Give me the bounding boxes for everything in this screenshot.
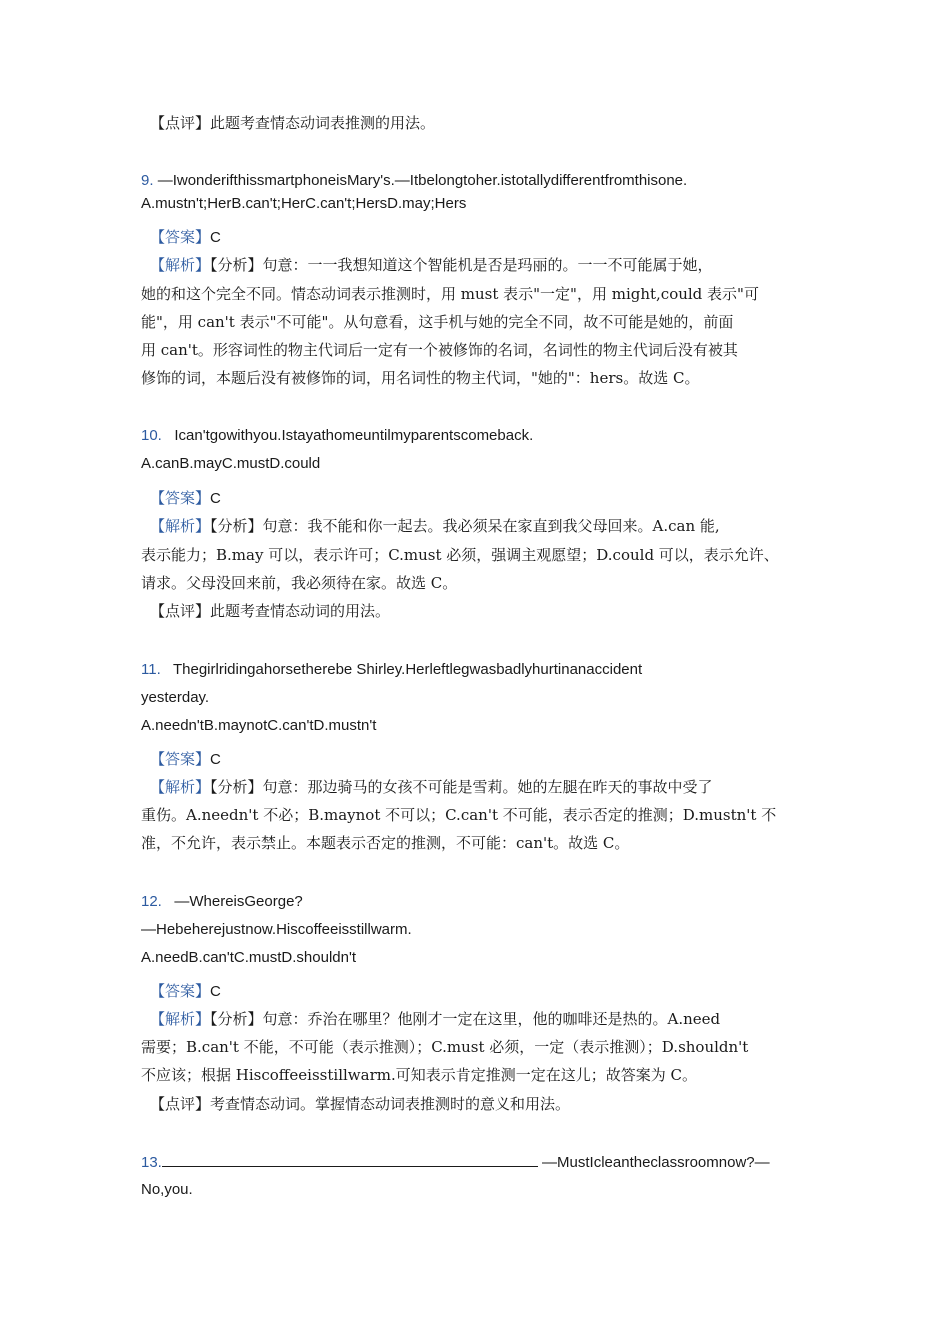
- question-9-analysis-line: 修饰的词，本题后没有被修饰的词，用名词性的物主代词，"她的"：hers。故选 C。: [141, 369, 700, 387]
- question-9-analysis-line: 用 can't。形容词性的物主代词后一定有一个被修饰的名词，名词性的物主代词后没有被其: [141, 341, 738, 359]
- question-11-options: A.needn'tB.maynotC.can'tD.mustn't: [141, 717, 377, 734]
- answer-value: C: [210, 983, 221, 1000]
- question-text: —MustIcleantheclassroomnow?—: [542, 1154, 770, 1171]
- question-9-options: A.mustn't;HerB.can't;HerC.can't;HersD.may;Hers: [141, 195, 467, 212]
- question-9-analysis-line: 她的和这个完全不同。情态动词表示推测时，用 must 表示"一定"，用 might,could 表示"可: [141, 285, 759, 303]
- question-12-analysis-line: 不应该；根据 Hiscoffeeisstillwarm.可知表示肯定推测一定在这儿；故答案为 C。: [141, 1066, 697, 1084]
- analysis-text: 【分析】句意：一一我想知道这个智能机是否是玛丽的。一一不可能属于她，: [210, 256, 713, 274]
- answer-tag: 【答案】: [150, 982, 211, 1000]
- answer-value: C: [210, 751, 221, 768]
- analysis-text: 【分析】句意：我不能和你一起去。我必须呆在家直到我父母回来。A.can 能,: [210, 517, 720, 535]
- question-11-analysis-line: [150, 776, 713, 798]
- answer-tag: 【答案】: [150, 489, 211, 507]
- question-number: 9.: [141, 172, 154, 189]
- question-number: 10.: [141, 427, 162, 444]
- question-11-analysis-line: 准，不允许，表示禁止。本题表示否定的推测，不可能：can't。故选 C。: [141, 834, 630, 852]
- analysis-text: 【分析】句意：乔治在哪里？他刚才一定在这里，他的咖啡还是热的。A.need: [210, 1010, 721, 1028]
- question-11-answer: [150, 748, 221, 771]
- question-12-answer: [150, 980, 221, 1003]
- question-number: 11.: [141, 661, 161, 678]
- question-text: —IwonderifthissmartphoneisMary's.—Itbelongtoher.istotallydifferentfromthisone.: [157, 172, 688, 189]
- question-12-review: 【点评】考查情态动词。掌握情态动词表推测时的意义和用法。: [150, 1095, 571, 1113]
- question-11-stem-cont: yesterday.: [141, 689, 210, 706]
- answer-tag: 【答案】: [150, 750, 211, 768]
- analysis-tag: 【解析】: [150, 1010, 211, 1028]
- question-9-analysis-line: [150, 254, 713, 276]
- question-text: Ican'tgowithyou.Istayathomeuntilmyparentscomeback.: [174, 427, 534, 444]
- question-11-stem: [141, 659, 642, 681]
- question-number: 13.: [141, 1154, 162, 1171]
- question-number: 12.: [141, 893, 162, 910]
- question-text: —WhereisGeorge?: [174, 893, 303, 910]
- answer-value: C: [210, 229, 221, 246]
- question-12-stem: [141, 891, 303, 913]
- review-prev: 【点评】此题考查情态动词表推测的用法。: [150, 114, 436, 132]
- answer-tag: 【答案】: [150, 228, 211, 246]
- answer-blank: [162, 1151, 538, 1167]
- analysis-tag: 【解析】: [150, 778, 211, 796]
- question-12-analysis-line: 需要；B.can't 不能，不可能（表示推测）；C.must 必须，一定（表示推测）；D.shouldn't: [141, 1038, 749, 1056]
- analysis-text: 【分析】句意：那边骑马的女孩不可能是雪莉。她的左腿在昨天的事故中受了: [210, 778, 713, 796]
- question-9-stem: [141, 170, 687, 192]
- question-10-analysis-line: [150, 515, 720, 537]
- question-10-review: 【点评】此题考查情态动词的用法。: [150, 602, 391, 620]
- analysis-tag: 【解析】: [150, 517, 211, 535]
- question-12-stem-cont: —Hebeherejustnow.Hiscoffeeisstillwarm.: [141, 921, 412, 938]
- answer-value: C: [210, 490, 221, 507]
- question-12-options: A.needB.can'tC.mustD.shouldn't: [141, 949, 357, 966]
- question-10-options: A.canB.mayC.mustD.could: [141, 455, 321, 472]
- question-10-stem: [141, 425, 533, 447]
- analysis-tag: 【解析】: [150, 256, 211, 274]
- question-9-analysis-line: 能"，用 can't 表示"不可能"。从句意看，这手机与她的完全不同，故不可能是她的，前面: [141, 313, 734, 331]
- question-13-stem-cont: No,you.: [141, 1181, 193, 1198]
- question-10-analysis-line: 表示能力；B.may 可以，表示许可；C.must 必须，强调主观愿望；D.could 可以，表示允许、: [141, 546, 779, 564]
- question-11-analysis-line: 重伤。A.needn't 不必；B.maynot 不可以；C.can't 不可能，表示否定的推测；D.mustn't 不: [141, 806, 777, 824]
- question-9-answer: [150, 226, 221, 249]
- question-text: Thegirlridingahorsetherebe Shirley.Herleftlegwasbadlyhurtinanaccident: [172, 661, 643, 678]
- question-12-analysis-line: [150, 1008, 720, 1030]
- question-13-stem: [141, 1151, 770, 1174]
- question-10-answer: [150, 487, 221, 510]
- question-10-analysis-line: 请求。父母没回来前，我必须待在家。故选 C。: [141, 574, 458, 592]
